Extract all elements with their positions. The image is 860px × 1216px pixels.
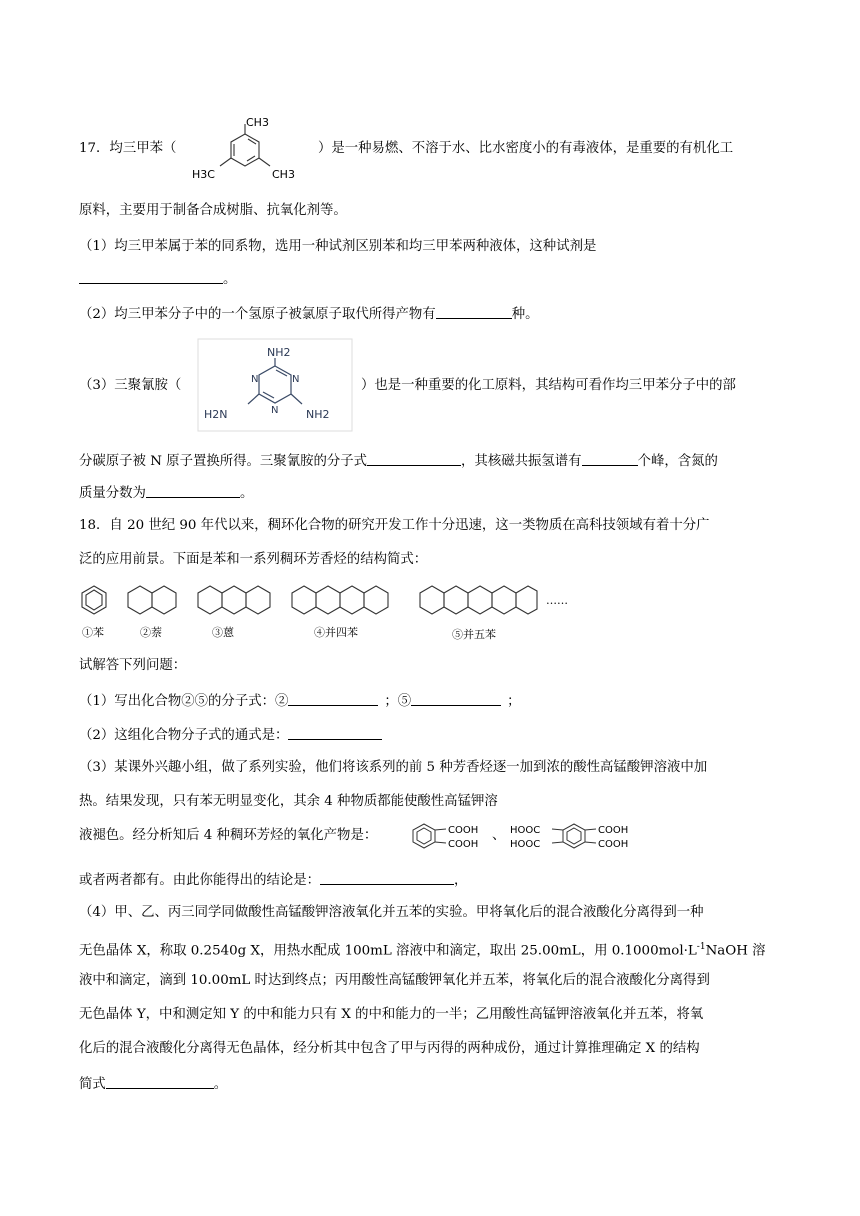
ring-n-label: N [271, 405, 279, 416]
q18-p3-line1: （3）某课外兴趣小组，做了系列实验，他们将该系列的前 5 种芳香烃逐一加到浓的酸性高锰酸钾溶液中加 [79, 760, 708, 775]
compound-label: ③蒽 [212, 626, 234, 639]
q18-p3-line3 [79, 828, 377, 844]
q17-p1-answer [79, 270, 236, 288]
q17-p3-line2-a: 分碳原子被 N 原子置换所得。三聚氰胺的分子式 [79, 454, 368, 469]
q18-p3-line3-a: 液褪色。经分析知后 4 种稠环芳烃的氧化产物是： [79, 828, 378, 843]
q17-p3-line3-end: 。 [239, 486, 254, 501]
q17-p3-suffix: ）也是一种重要的化工原料，其结构可看作均三甲苯分子中的部 [361, 378, 736, 393]
q18-p4-line4: 无色晶体 Y，中和测定知 Y 的中和能力只有 X 的中和能力的一半；乙用酸性高锰钾溶液氧化并五苯，将氧 [79, 1007, 704, 1022]
cooh-label: COOH [448, 839, 479, 850]
q17-p1 [79, 239, 596, 255]
q18-conclusion-blank[interactable] [320, 871, 454, 885]
q18-p2 [79, 726, 382, 744]
q18-pentacene-blank[interactable] [411, 692, 501, 706]
q17-line1 [79, 141, 176, 157]
q18-line2: 泛的应用前景。下面是苯和一系列稠环芳香烃的结构简式： [79, 552, 428, 567]
mesitylene-structure [186, 112, 306, 186]
hooc-label: HOOC [510, 839, 541, 850]
q17-p1-text: （1）均三甲苯属于苯的同系物，选用一种试剂区别苯和均三甲苯两种液体，这种试剂是 [79, 239, 597, 254]
compound-label: ②萘 [140, 626, 162, 639]
q17-p1-end: 。 [223, 272, 237, 287]
q17-p2-blank[interactable] [436, 305, 512, 319]
q18-p3-line4-a: 或者两者都有。由此你能得出的结论是： [79, 873, 321, 888]
q18-general-formula-blank[interactable] [288, 726, 382, 740]
q18-p3-line4-end: ， [454, 873, 468, 888]
q17-p3-line3 [79, 484, 253, 502]
q18-intro: 试解答下列问题： [79, 658, 187, 673]
q17-line1-prefix: 17．均三甲苯（ [79, 141, 177, 156]
q18-p1-c: ； [507, 694, 521, 709]
q18-p3-separator: 、 [492, 828, 506, 843]
cooh-label: COOH [598, 839, 629, 850]
nh2-left-label: H2N [204, 408, 228, 421]
q17-p3-prefix: （3）三聚氰胺（ [79, 378, 182, 393]
ellipsis: …… [546, 594, 568, 607]
q18-p4-line2 [79, 939, 766, 959]
q18-p1-b: ；⑤ [384, 694, 412, 709]
q17-line1-suffix: ）是一种易燃、不溶于水、比水密度小的有毒液体，是重要的有机化工 [318, 141, 734, 156]
cooh-label: COOH [448, 825, 479, 836]
q18-p1-a: （1）写出化合物②⑤的分子式：② [79, 694, 289, 709]
q18-naphthalene-blank[interactable] [288, 692, 378, 706]
q18-p3-line4 [79, 871, 467, 889]
q17-p3-line2-b: ，其核磁共振氢谱有 [461, 454, 582, 469]
q17-p2-end: 种。 [511, 307, 539, 322]
ring-n-label: N [292, 374, 300, 385]
q18-p4-line1: （4）甲、乙、丙三同学同做酸性高锰酸钾溶液氧化并五苯的实验。甲将氧化后的混合液酸化分离得到一种 [79, 905, 704, 920]
ch3-right-label: CH3 [272, 168, 295, 181]
q17-p3-line2 [79, 452, 718, 470]
phthalic-acid-structure [410, 820, 492, 852]
compound-label: ①苯 [82, 626, 104, 639]
q17-p2-text: （2）均三甲苯分子中的一个氢原子被氯原子取代所得产物有 [79, 307, 436, 322]
q17-formula-blank[interactable] [367, 452, 461, 466]
melamine-structure [196, 338, 354, 432]
q17-p2 [79, 305, 538, 323]
q18-p4-line2-sup: -1 [696, 942, 706, 952]
q18-p4-line2-b: NaOH 溶 [705, 943, 766, 959]
q18-p3-line2: 热。结果发现，只有苯无明显变化，其余 4 种物质都能使酸性高锰钾溶 [79, 794, 498, 809]
q18-p1 [79, 692, 521, 710]
q18-p4-line6 [79, 1075, 227, 1093]
ring-n-label: N [251, 374, 259, 385]
q17-line2: 原料，主要用于制备合成树脂、抗氧化剂等。 [79, 203, 347, 218]
q18-p4-line6-a: 简式 [79, 1077, 106, 1092]
q18-line1: 18．自 20 世纪 90 年代以来，稠环化合物的研究开发工作十分迅速，这一类物质在高科技领域有着十分广 [79, 518, 710, 533]
q17-peaks-blank[interactable] [582, 452, 638, 466]
q18-p4-line2-a: 无色晶体 X，称取 0.2540g X，用热水配成 100mL 溶液中和滴定，取出 25.00mL，用 0.1000mol·L [79, 943, 697, 959]
q17-p3-line3-a: 质量分数为 [79, 486, 146, 501]
q17-p1-blank[interactable] [79, 270, 223, 284]
ch3-left-label: H3C [192, 168, 215, 181]
nh2-right-label: NH2 [306, 408, 330, 421]
q18-structure-blank[interactable] [106, 1075, 214, 1089]
q17-mass-fraction-blank[interactable] [146, 484, 240, 498]
cooh-label: COOH [598, 825, 629, 836]
compound-label: ⑤并五苯 [452, 628, 496, 641]
q18-p4-line3: 液中和滴定，滴到 10.00mL 时达到终点；丙用酸性高锰酸钾氧化并五苯，将氧化后的混合液酸化分离得到 [79, 973, 710, 988]
q17-p3-line2-c: 个峰，含氮的 [637, 454, 718, 469]
q18-p4-line6-end: 。 [213, 1077, 228, 1092]
ch3-top-label: CH3 [246, 116, 269, 129]
hooc-label: HOOC [510, 825, 541, 836]
nh2-top-label: NH2 [267, 346, 291, 359]
pyromellitic-acid-structure [508, 820, 642, 852]
q18-p2-a: （2）这组化合物分子式的通式是： [79, 728, 289, 743]
q18-p4-line5: 化后的混合液酸化分离得无色晶体，经分析其中包含了甲与丙得的两种成份，通过计算推理确定 X 的结构 [79, 1041, 700, 1056]
compound-label: ④并四苯 [314, 626, 358, 639]
